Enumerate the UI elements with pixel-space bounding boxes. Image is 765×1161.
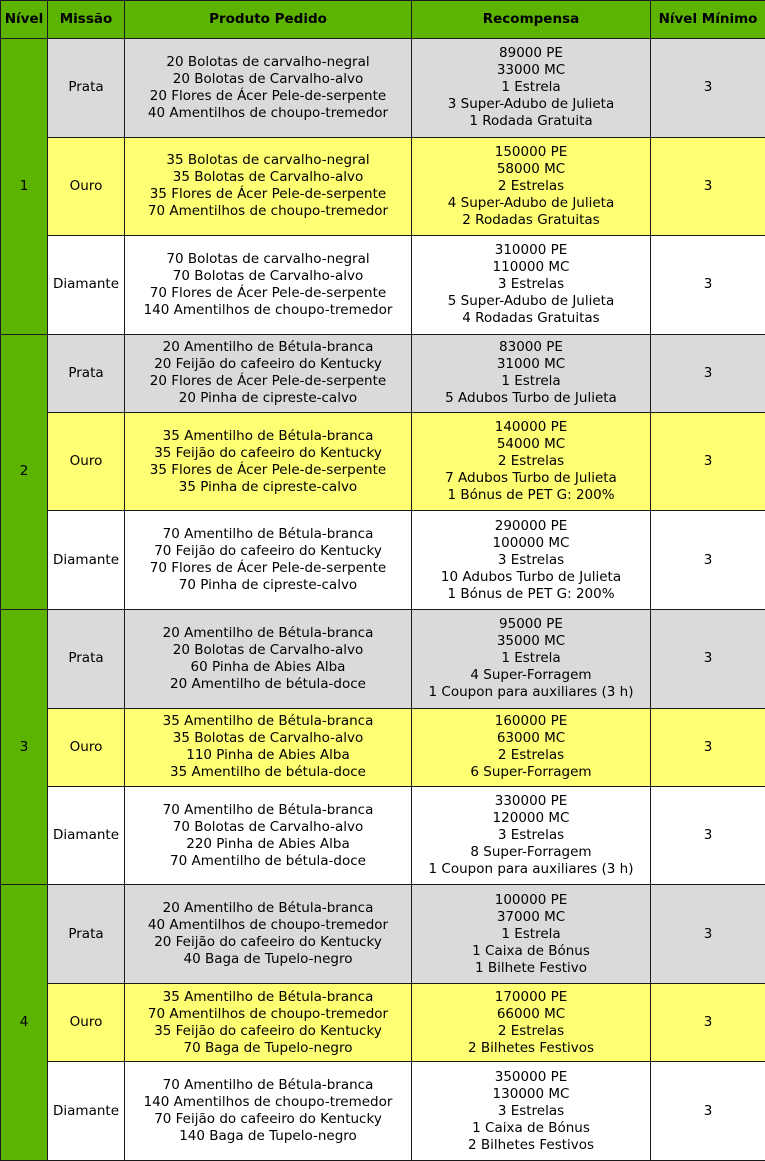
table-row xyxy=(1,609,765,708)
reward-line: 1 Caixa de Bónus xyxy=(472,1119,590,1136)
mission-cell: Ouro xyxy=(48,983,125,1061)
reward-line: 35000 MC xyxy=(496,633,566,650)
table-row xyxy=(1,983,765,1061)
rewards-cell xyxy=(412,334,651,412)
reward-line: 1 Bónus de PET G: 200% xyxy=(447,585,615,602)
products-cell xyxy=(125,236,412,335)
header-row xyxy=(1,1,765,39)
products-cell xyxy=(125,137,412,236)
min-level-cell: 3 xyxy=(651,786,765,885)
product-line: 35 Flores de Ácer Pele-de-serpente xyxy=(149,461,387,478)
reward-line: 310000 PE xyxy=(494,242,568,259)
header-nivel-minimo: Nível Mínimo xyxy=(651,1,765,39)
reward-line: 2 Bilhetes Festivos xyxy=(467,1039,595,1056)
reward-line: 6 Super-Forragem xyxy=(470,764,592,781)
table-row xyxy=(1,236,765,335)
reward-line: 160000 PE xyxy=(494,713,568,730)
reward-line: 120000 MC xyxy=(492,810,570,827)
reward-line: 290000 PE xyxy=(494,517,568,534)
product-line: 70 Bolotas de carvalho-negral xyxy=(166,250,370,267)
product-line: 70 Amentilho de bétula-doce xyxy=(170,852,366,869)
reward-line: 4 Super-Forragem xyxy=(470,667,592,684)
reward-line: 33000 MC xyxy=(496,62,566,79)
mission-cell: Diamante xyxy=(48,511,125,610)
product-line: 35 Pinha de cipreste-calvo xyxy=(178,478,358,495)
table-header xyxy=(1,1,765,39)
reward-line: 31000 MC xyxy=(496,356,566,373)
rewards-cell xyxy=(412,708,651,786)
products-cell xyxy=(125,511,412,610)
reward-line: 4 Super-Adubo de Julieta xyxy=(447,194,615,211)
table-row xyxy=(1,412,765,511)
reward-line: 170000 PE xyxy=(494,988,568,1005)
min-level-cell: 3 xyxy=(651,983,765,1061)
rewards-cell xyxy=(412,236,651,335)
reward-line: 2 Rodadas Gratuitas xyxy=(462,211,600,228)
table-row xyxy=(1,511,765,610)
product-line: 70 Flores de Ácer Pele-de-serpente xyxy=(149,560,387,577)
mission-cell: Prata xyxy=(48,334,125,412)
products-cell xyxy=(125,334,412,412)
min-level-cell: 3 xyxy=(651,1062,765,1161)
reward-line: 330000 PE xyxy=(494,793,568,810)
reward-line: 8 Super-Forragem xyxy=(470,844,592,861)
reward-line: 2 Estrelas xyxy=(497,1022,565,1039)
rewards-cell xyxy=(412,1062,651,1161)
reward-line: 5 Adubos Turbo de Julieta xyxy=(445,390,617,407)
product-line: 70 Flores de Ácer Pele-de-serpente xyxy=(149,284,387,301)
product-line: 140 Amentilhos de choupo-tremedor xyxy=(143,301,393,318)
reward-line: 66000 MC xyxy=(496,1005,566,1022)
min-level-cell: 3 xyxy=(651,609,765,708)
table-row xyxy=(1,39,765,138)
product-line: 20 Bolotas de Carvalho-alvo xyxy=(172,641,364,658)
min-level-cell: 3 xyxy=(651,885,765,984)
reward-line: 110000 MC xyxy=(492,259,570,276)
reward-line: 63000 MC xyxy=(496,730,566,747)
reward-line: 95000 PE xyxy=(499,616,563,633)
product-line: 70 Amentilhos de choupo-tremedor xyxy=(147,1005,389,1022)
reward-line: 1 Bilhete Festivo xyxy=(474,959,588,976)
reward-line: 130000 MC xyxy=(492,1085,570,1102)
reward-line: 3 Estrelas xyxy=(497,827,565,844)
reward-line: 2 Estrelas xyxy=(497,453,565,470)
rewards-cell xyxy=(412,885,651,984)
products-cell xyxy=(125,412,412,511)
rewards-cell xyxy=(412,412,651,511)
reward-line: 1 Estrela xyxy=(501,79,561,96)
product-line: 20 Flores de Ácer Pele-de-serpente xyxy=(149,87,387,104)
min-level-cell: 3 xyxy=(651,708,765,786)
min-level-cell: 3 xyxy=(651,137,765,236)
product-line: 20 Pinha de cipreste-calvo xyxy=(178,390,358,407)
product-line: 20 Amentilho de Bétula-branca xyxy=(162,339,374,356)
products-cell xyxy=(125,885,412,984)
products-cell xyxy=(125,983,412,1061)
reward-line: 3 Estrelas xyxy=(497,276,565,293)
product-line: 60 Pinha de Abies Alba xyxy=(190,658,346,675)
reward-line: 1 Estrela xyxy=(501,925,561,942)
product-line: 40 Amentilhos de choupo-tremedor xyxy=(147,917,389,934)
product-line: 220 Pinha de Abies Alba xyxy=(186,835,350,852)
reward-line: 100000 MC xyxy=(492,534,570,551)
product-line: 70 Amentilho de Bétula-branca xyxy=(162,526,374,543)
mission-cell: Prata xyxy=(48,609,125,708)
table-row xyxy=(1,334,765,412)
table-row xyxy=(1,786,765,885)
product-line: 35 Amentilho de bétula-doce xyxy=(170,764,366,781)
mission-cell: Prata xyxy=(48,39,125,138)
min-level-cell: 3 xyxy=(651,511,765,610)
min-level-cell: 3 xyxy=(651,334,765,412)
rewards-cell xyxy=(412,511,651,610)
reward-line: 37000 MC xyxy=(496,908,566,925)
min-level-cell: 3 xyxy=(651,39,765,138)
reward-line: 1 Estrela xyxy=(501,650,561,667)
product-line: 35 Feijão do cafeeiro do Kentucky xyxy=(154,444,382,461)
product-line: 70 Bolotas de Carvalho-alvo xyxy=(172,267,364,284)
product-line: 110 Pinha de Abies Alba xyxy=(186,747,350,764)
table-row xyxy=(1,885,765,984)
min-level-cell: 3 xyxy=(651,236,765,335)
product-line: 20 Feijão do cafeeiro do Kentucky xyxy=(154,356,382,373)
rewards-cell xyxy=(412,609,651,708)
rewards-cell xyxy=(412,786,651,885)
product-line: 35 Flores de Ácer Pele-de-serpente xyxy=(149,186,387,203)
product-line: 20 Bolotas de carvalho-negral xyxy=(166,53,370,70)
product-line: 70 Amentilho de Bétula-branca xyxy=(162,1077,374,1094)
product-line: 20 Bolotas de Carvalho-alvo xyxy=(172,70,364,87)
product-line: 70 Bolotas de Carvalho-alvo xyxy=(172,818,364,835)
mission-cell: Prata xyxy=(48,885,125,984)
reward-line: 150000 PE xyxy=(494,143,568,160)
table-row xyxy=(1,137,765,236)
header-produto-pedido: Produto Pedido xyxy=(125,1,412,39)
reward-line: 3 Estrelas xyxy=(497,551,565,568)
mission-cell: Ouro xyxy=(48,708,125,786)
product-line: 20 Amentilho de bétula-doce xyxy=(170,675,366,692)
reward-line: 83000 PE xyxy=(499,339,563,356)
reward-line: 1 Coupon para auxiliares (3 h) xyxy=(428,684,634,701)
mission-cell: Ouro xyxy=(48,137,125,236)
product-line: 140 Baga de Tupelo-negro xyxy=(179,1128,357,1145)
product-line: 35 Amentilho de Bétula-branca xyxy=(162,427,374,444)
reward-line: 10 Adubos Turbo de Julieta xyxy=(440,568,622,585)
header-missao: Missão xyxy=(48,1,125,39)
rewards-cell xyxy=(412,137,651,236)
mission-cell: Diamante xyxy=(48,786,125,885)
product-line: 35 Amentilho de Bétula-branca xyxy=(162,713,374,730)
mission-cell: Diamante xyxy=(48,1062,125,1161)
product-line: 20 Amentilho de Bétula-branca xyxy=(162,624,374,641)
level-cell: 4 xyxy=(1,885,48,1161)
header-recompensa: Recompensa xyxy=(412,1,651,39)
rewards-cell xyxy=(412,39,651,138)
reward-line: 2 Bilhetes Festivos xyxy=(467,1136,595,1153)
products-cell xyxy=(125,786,412,885)
reward-line: 7 Adubos Turbo de Julieta xyxy=(445,470,617,487)
reward-line: 4 Rodadas Gratuitas xyxy=(462,310,600,327)
reward-line: 89000 PE xyxy=(499,45,563,62)
product-line: 70 Pinha de cipreste-calvo xyxy=(178,577,358,594)
products-cell xyxy=(125,609,412,708)
product-line: 35 Bolotas de Carvalho-alvo xyxy=(172,730,364,747)
reward-line: 350000 PE xyxy=(494,1068,568,1085)
reward-line: 1 Caixa de Bónus xyxy=(472,942,590,959)
reward-line: 3 Estrelas xyxy=(497,1102,565,1119)
product-line: 70 Feijão do cafeeiro do Kentucky xyxy=(154,1111,382,1128)
product-line: 70 Baga de Tupelo-negro xyxy=(183,1039,353,1056)
reward-line: 5 Super-Adubo de Julieta xyxy=(447,293,615,310)
product-line: 40 Amentilhos de choupo-tremedor xyxy=(147,104,389,121)
products-cell xyxy=(125,708,412,786)
reward-line: 54000 MC xyxy=(496,436,566,453)
product-line: 35 Amentilho de Bétula-branca xyxy=(162,988,374,1005)
reward-line: 1 Estrela xyxy=(501,373,561,390)
header-nivel: Nível xyxy=(1,1,48,39)
product-line: 70 Feijão do cafeeiro do Kentucky xyxy=(154,543,382,560)
reward-line: 1 Bónus de PET G: 200% xyxy=(447,487,615,504)
product-line: 35 Feijão do cafeeiro do Kentucky xyxy=(154,1022,382,1039)
product-line: 70 Amentilho de Bétula-branca xyxy=(162,801,374,818)
product-line: 140 Amentilhos de choupo-tremedor xyxy=(143,1094,393,1111)
min-level-cell: 3 xyxy=(651,412,765,511)
reward-line: 2 Estrelas xyxy=(497,177,565,194)
product-line: 20 Flores de Ácer Pele-de-serpente xyxy=(149,373,387,390)
reward-line: 1 Coupon para auxiliares (3 h) xyxy=(428,861,634,878)
reward-line: 1 Rodada Gratuita xyxy=(469,113,593,130)
table-body xyxy=(1,39,765,1161)
product-line: 35 Bolotas de Carvalho-alvo xyxy=(172,169,364,186)
level-cell: 2 xyxy=(1,334,48,609)
mission-cell: Ouro xyxy=(48,412,125,511)
reward-line: 58000 MC xyxy=(496,160,566,177)
product-line: 20 Feijão do cafeeiro do Kentucky xyxy=(154,934,382,951)
table-row xyxy=(1,708,765,786)
product-line: 40 Baga de Tupelo-negro xyxy=(183,951,353,968)
table-row xyxy=(1,1062,765,1161)
reward-line: 2 Estrelas xyxy=(497,747,565,764)
reward-line: 3 Super-Adubo de Julieta xyxy=(447,96,615,113)
reward-line: 140000 PE xyxy=(494,419,568,436)
products-cell xyxy=(125,39,412,138)
product-line: 35 Bolotas de carvalho-negral xyxy=(166,152,370,169)
mission-cell: Diamante xyxy=(48,236,125,335)
level-cell: 1 xyxy=(1,39,48,335)
product-line: 20 Amentilho de Bétula-branca xyxy=(162,900,374,917)
rewards-cell xyxy=(412,983,651,1061)
product-line: 70 Amentilhos de choupo-tremedor xyxy=(147,203,389,220)
products-cell xyxy=(125,1062,412,1161)
level-cell: 3 xyxy=(1,609,48,884)
reward-line: 100000 PE xyxy=(494,891,568,908)
